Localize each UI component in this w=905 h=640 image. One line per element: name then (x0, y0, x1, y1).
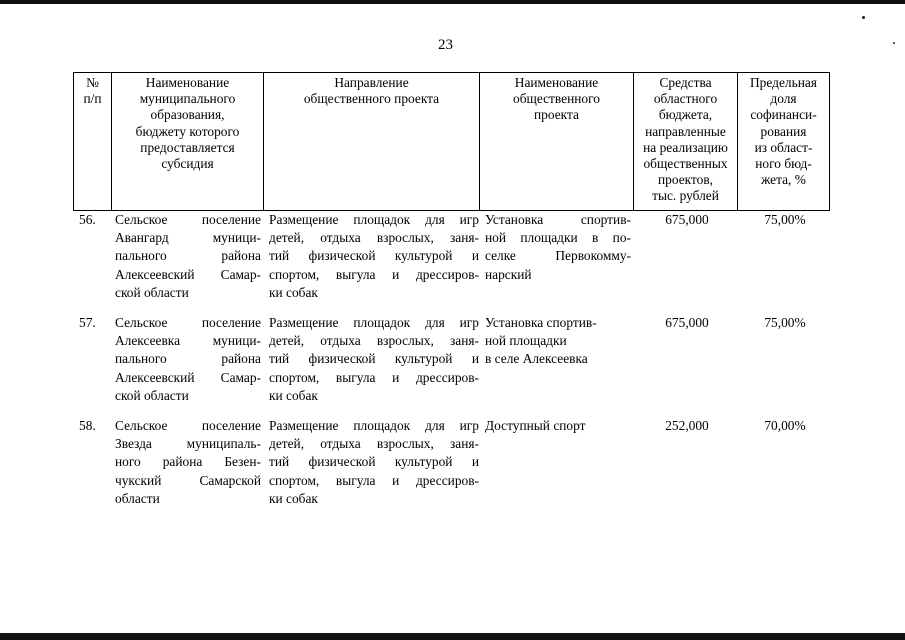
header-text-line: ного бюд- (755, 156, 812, 172)
header-text-line: проекта (534, 107, 579, 123)
header-share (738, 73, 830, 211)
direction-cell-line: Размещение площадок для игр (269, 418, 479, 433)
table-row (73, 211, 829, 314)
municipality-cell-line: чукский Самарской (115, 472, 261, 488)
scan-bottom-edge (0, 633, 905, 640)
municipality-cell (115, 417, 261, 508)
municipality-cell-line: Сельское поселение (115, 315, 261, 330)
row-number: 57. (79, 315, 96, 330)
project-cell-line: селке Первокомму- (485, 248, 631, 264)
header-text-line: бюджету которого (135, 123, 240, 139)
project-cell-line: Установка спортив- (485, 315, 597, 330)
municipality-cell-line: области (115, 490, 160, 506)
municipality-cell-line: ного района Безен- (115, 454, 261, 470)
row-number: 58. (79, 418, 96, 433)
header-funds (634, 73, 738, 211)
direction-cell-line: тий физической культурой и (269, 351, 479, 367)
share-cell: 70,00% (764, 418, 806, 433)
municipality-cell-line: Авангард муници- (115, 230, 261, 246)
funds-cell: 675,000 (665, 212, 709, 227)
header-text-line: Средства (659, 75, 712, 90)
project-cell (485, 211, 631, 284)
scan-speck (862, 16, 865, 19)
header-text-line: доля (770, 91, 797, 107)
project-cell-line: Доступный спорт (485, 418, 586, 433)
row-number: 56. (79, 212, 96, 227)
scan-speck (893, 42, 895, 44)
header-project (480, 73, 634, 211)
direction-cell-line: детей, отдыха взрослых, заня- (269, 333, 479, 349)
direction-cell (269, 314, 479, 405)
municipality-cell-line: Алексеевский Самар- (115, 369, 261, 385)
project-cell-line: Установка спортив- (485, 212, 631, 227)
project-cell-line: ной площадки (485, 333, 567, 349)
header-text-line: направленные (645, 123, 726, 139)
table-row (73, 417, 829, 520)
header-number (74, 73, 112, 211)
municipality-cell-line: Сельское поселение (115, 212, 261, 227)
direction-cell-line: ки собак (269, 387, 318, 403)
header-text-line: образования, (150, 107, 225, 123)
header-text-line: общественного проекта (303, 91, 440, 107)
municipality-cell-line: пального района (115, 351, 261, 367)
municipality-cell-line: пального района (115, 248, 261, 264)
table-body (73, 211, 829, 520)
direction-cell-line: спортом, выгула и дрессиров- (269, 472, 479, 488)
header-text-line: Наименование (145, 75, 230, 90)
table-header (73, 72, 830, 211)
header-text-line: общественного (513, 91, 600, 107)
header-text-line: субсидия (161, 156, 214, 172)
direction-cell-line: тий физической культурой и (269, 248, 479, 264)
header-text-line: общественных (643, 156, 728, 172)
header-text-line: рования (760, 123, 807, 139)
header-text-line: софинанси- (750, 107, 817, 123)
header-direction (264, 73, 480, 211)
header-row (74, 73, 830, 211)
header-text-line: проектов, (657, 172, 714, 188)
direction-cell-line: спортом, выгула и дрессиров- (269, 369, 479, 385)
municipality-cell-line: Алексеевка муници- (115, 333, 261, 349)
direction-cell-line: детей, отдыха взрослых, заня- (269, 230, 479, 246)
direction-cell (269, 211, 479, 302)
header-text-line: муниципального (139, 91, 236, 107)
municipality-cell (115, 211, 261, 302)
project-cell (485, 417, 631, 435)
share-cell: 75,00% (764, 212, 806, 227)
header-text-line: областного (653, 91, 718, 107)
municipality-cell-line: ской области (115, 387, 189, 403)
funds-cell: 252,000 (665, 418, 709, 433)
direction-cell-line: Размещение площадок для игр (269, 212, 479, 227)
funds-cell: 675,000 (665, 315, 709, 330)
direction-cell-line: Размещение площадок для игр (269, 315, 479, 330)
header-text-line: бюджета, (658, 107, 713, 123)
page-number: 23 (438, 37, 453, 53)
header-text-line: жета, % (761, 172, 806, 188)
header-text-line: предоставляется (140, 139, 235, 155)
project-cell-line: в селе Алексеевка (485, 351, 588, 367)
municipality-cell-line: ской области (115, 284, 189, 300)
header-text-line: Наименование (514, 75, 599, 90)
municipality-cell (115, 314, 261, 405)
direction-cell-line: тий физической культурой и (269, 454, 479, 470)
direction-cell-line: ки собак (269, 490, 318, 506)
share-cell: 75,00% (764, 315, 806, 330)
header-text-line: тыс. рублей (652, 188, 719, 204)
header-text-line: Направление (334, 75, 409, 90)
direction-cell-line: спортом, выгула и дрессиров- (269, 266, 479, 282)
header-text-line: № (86, 75, 99, 90)
table-row (73, 314, 829, 417)
scan-top-edge (0, 0, 905, 4)
project-cell-line: ной площадки в по- (485, 230, 631, 246)
municipality-cell-line: Звезда муниципаль- (115, 436, 261, 452)
municipality-cell-line: Алексеевский Самар- (115, 266, 261, 282)
direction-cell-line: ки собак (269, 284, 318, 300)
header-text-line: из област- (754, 139, 813, 155)
project-cell-line: нарский (485, 266, 532, 282)
header-text-line: п/п (83, 91, 102, 107)
direction-cell (269, 417, 479, 508)
header-municipality (112, 73, 264, 211)
municipality-cell-line: Сельское поселение (115, 418, 261, 433)
project-cell (485, 314, 631, 369)
header-text-line: Предельная (750, 75, 817, 90)
direction-cell-line: детей, отдыха взрослых, заня- (269, 436, 479, 452)
header-text-line: на реализацию (643, 139, 728, 155)
